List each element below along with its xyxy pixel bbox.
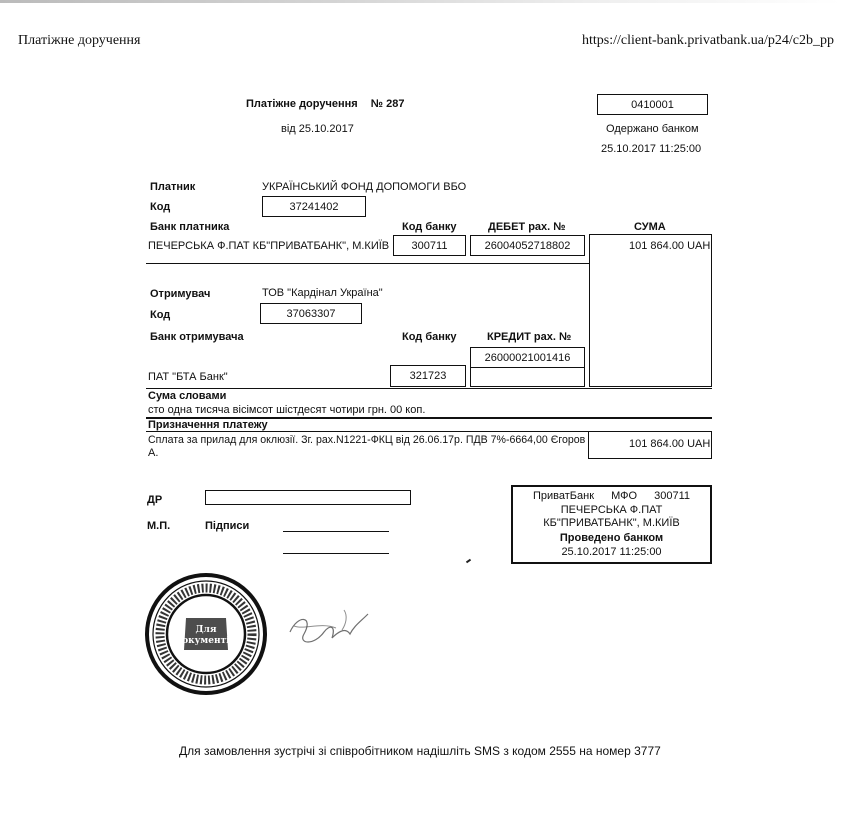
scan-top-edge [0,0,841,3]
received-datetime: 25.10.2017 11:25:00 [601,143,702,155]
bank-code-box: 0410001 [597,94,708,115]
payer-bank-label: Банк платника [150,221,230,233]
payer-bank-code-box: 300711 [393,235,466,256]
bank-stamp-box [511,485,712,564]
sum-box [589,234,712,387]
handwritten-signature [284,604,374,656]
title-text: Платіжне доручення [246,98,358,110]
recipient-code-box: 37063307 [260,303,362,324]
recipient-bank-code-label: Код банку [402,331,457,343]
signature-line-1 [283,531,389,532]
purpose-label: Призначення платежу [148,419,268,431]
signatures-label: Підписи [205,520,250,532]
seal-center-text-1: Для [195,625,217,635]
recipient-bank-code-box: 321723 [390,365,466,387]
date-value: 25.10.2017 [298,123,354,135]
recipient-bank-name: ПАТ "БТА Банк" [148,371,228,383]
number-label: № [370,98,384,110]
seal-center-text-2: документів [176,636,236,646]
stamp-bank-name: ПриватБанк [532,490,595,502]
debit-label: ДЕБЕТ рах. № [488,221,566,233]
stamp-mfo-label: МФО [611,490,638,502]
amount-words-label: Сума словами [148,390,227,402]
dr-label: ДР [147,494,163,506]
payer-code-label: Код [150,201,171,213]
credit-label: КРЕДИТ рах. № [487,331,572,343]
payer-name: УКРАЇНСЬКИЙ ФОНД ДОПОМОГИ ВБО [262,181,467,193]
document-number: 287 [386,98,405,110]
stamp-processed-datetime: 25.10.2017 11:25:00 [561,546,662,558]
received-label: Одержано банком [606,123,699,135]
date-prefix: від [281,123,296,135]
recipient-bank-label: Банк отримувача [150,331,244,343]
amount-words-text: сто одна тисяча вісімсот шістдесят чотири грн. 00 коп. [148,404,426,416]
recipient-name: ТОВ "Кардінал Україна" [262,287,383,299]
divider-recipient [146,388,712,389]
pen-mark [466,559,471,564]
mp-label: М.П. [147,520,171,532]
document-date [281,123,354,136]
footer-sms-note: Для замовлення зустрічі зі співробітником надішліть SMS з кодом 2555 на номер 3777 [179,744,661,758]
purpose-sum-box [588,431,712,459]
sum-label: СУМА [634,221,666,233]
stamp-line-2: ПЕЧЕРСЬКА Ф.ПАТ [560,504,663,516]
signature-stroke-1 [290,614,368,642]
debit-account-box: 26004052718802 [470,235,585,256]
print-header-url: https://client-bank.privatbank.ua/p24/c2b_pp [582,33,834,48]
credit-account-box: 26000021001416 [470,347,585,368]
company-seal [144,572,268,696]
purpose-sum-value: 101 864.00 UAH [629,438,711,450]
recipient-code-label: Код [150,309,171,321]
payer-bank-name: ПЕЧЕРСЬКА Ф.ПАТ КБ"ПРИВАТБАНК", М.КИЇВ [148,240,390,252]
credit-extra-box [470,367,585,387]
stamp-mfo-value: 300711 [654,490,690,502]
purpose-line-1: Сплата за прилад для оклюзії. Зг. рах.N1221-ФКЦ від 26.06.17р. ПДВ 7%-6664,00 Єгоров [148,434,586,446]
payer-label: Платник [150,181,196,193]
stamp-line-3: КБ"ПРИВАТБАНК", М.КИЇВ [543,517,680,529]
signature-line-2 [283,553,389,554]
payer-code-box: 37241402 [262,196,366,217]
purpose-line-2: А. [148,447,159,459]
recipient-label: Отримувач [150,288,211,300]
sum-value: 101 864.00 UAH [629,240,711,252]
print-header-title: Платіжне доручення [18,33,141,48]
document-title [246,98,404,111]
stamp-line-1 [513,490,710,503]
dr-box [205,490,411,505]
divider-payer [146,263,589,264]
stamp-processed-label: Проведено банком [559,532,664,544]
payer-bank-code-label: Код банку [402,221,457,233]
